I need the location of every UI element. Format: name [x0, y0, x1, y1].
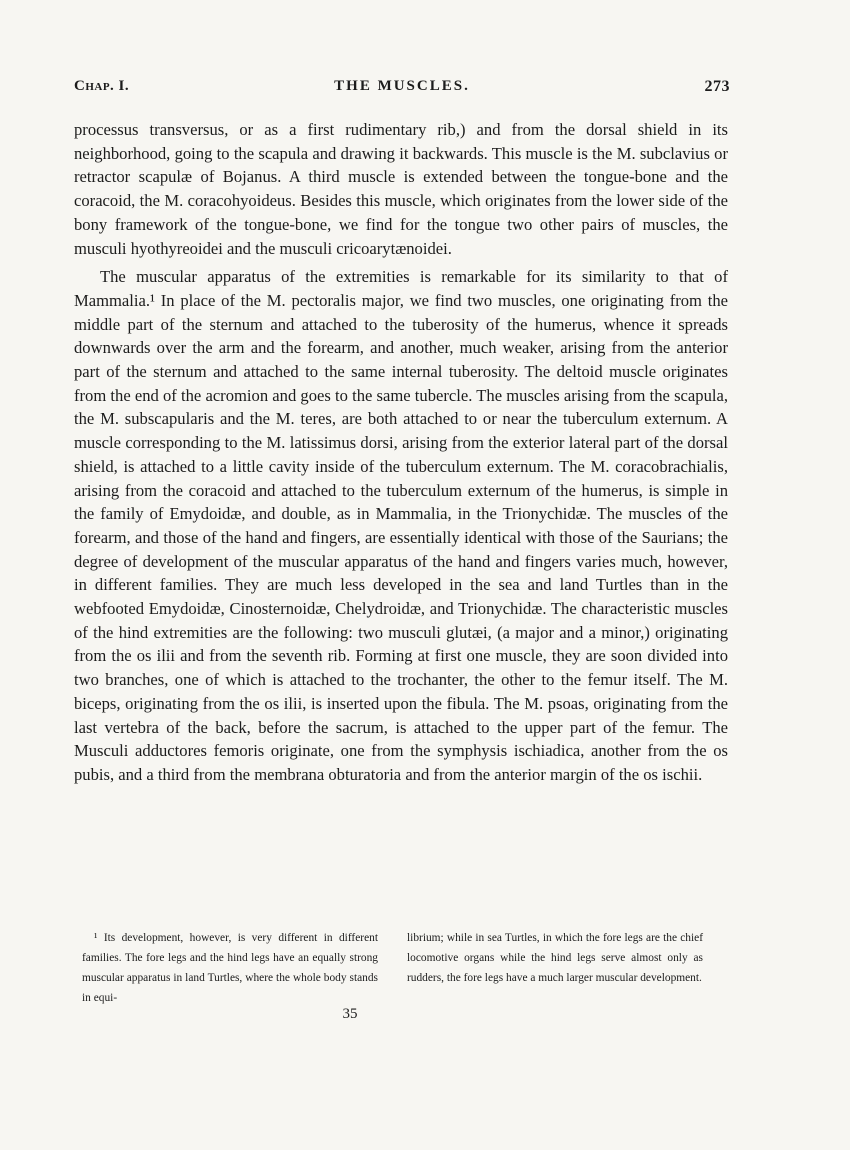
paragraph-continued: processus transversus, or as a first rudimentary rib,) and from the dorsal shield in its neighborhood, going to the scapula and drawing it backwards. This muscle is the M. subclavius or retractor scapulæ of Bojanus. A third muscle is extended between the tongue-bone and the coracoid, the M. coracohyoideus. Besides this muscle, which originates from the lower side of the bony framework of the tongue-bone, we find for the tongue two other pairs of muscles, the musculi hyothyreoidei and the musculi cricoarytænoidei.: [74, 120, 728, 258]
footnote-left-column: ¹ Its development, however, is very different in different families. The fore legs and the hind legs have an equally strong muscular apparatus in land Turtles, where the whole body stands in equi-: [82, 932, 378, 1004]
footnote-right-column: librium; while in sea Turtles, in which the fore legs are the chief locomotive organs while the hind legs serve almost only as rudders, the fore legs have a much larger muscular development.: [407, 932, 703, 984]
running-title: THE MUSCLES.: [334, 78, 470, 94]
page-number: 273: [704, 78, 730, 95]
running-header: [74, 78, 730, 102]
paragraph-extremities: The muscular apparatus of the extremities is remarkable for its similarity to that of Mammalia.¹ In place of the M. pectoralis major, we find two muscles, one originating from the middle part of the sternum and attached to the tuberosity of the humerus, whence it spreads downwards over the arm and the forearm, and another, much weaker, arising from the anterior part of the sternum and attached to the same internal tuberosity. The deltoid muscle originates from the end of the acromion and goes to the same tubercle. The muscles arising from the scapula, the M. subscapularis and the M. teres, are both attached to or near the tuberculum externum. A muscle corresponding to the M. latissimus dorsi, arising from the exterior lateral part of the dorsal shield, is attached to a little cavity inside of the tuberculum externum. The M. coracobrachialis, arising from the coracoid and attached to the tuberculum externum of the humerus, is simple in the family of Emydoidæ, and double, as in Mammalia, in the Trionychidæ. The muscles of the forearm, and those of the hand and fingers, are essentially identical with those of the Saurians; the degree of development of the muscular apparatus of the hand and fingers varies much, however, in different families. They are much less developed in the sea and land Turtles than in the webfooted Emydoidæ, Cinosternoidæ, Chelydroidæ, and Trionychidæ. The characteristic muscles of the hind extremities are the following: two musculi glutæi, (a major and a minor,) originating from the os ilii and from the seventh rib. Forming at first one muscle, they are soon divided into two branches, one of which is attached to the trochanter, the other to the femur itself. The M. biceps, originating from the os ilii, is inserted upon the fibula. The M. psoas, originating from the last vertebra of the back, before the sacrum, is attached to the upper part of the femur. The Musculi adductores femoris originate, one from the symphysis ischiadica, another from the os pubis, and a third from the membrana obturatoria and from the anterior margin of the os ischii.: [74, 267, 728, 784]
chapter-label: Chap. I.: [74, 78, 130, 94]
main-text: [74, 118, 728, 787]
signature-mark: 35: [342, 1006, 358, 1022]
